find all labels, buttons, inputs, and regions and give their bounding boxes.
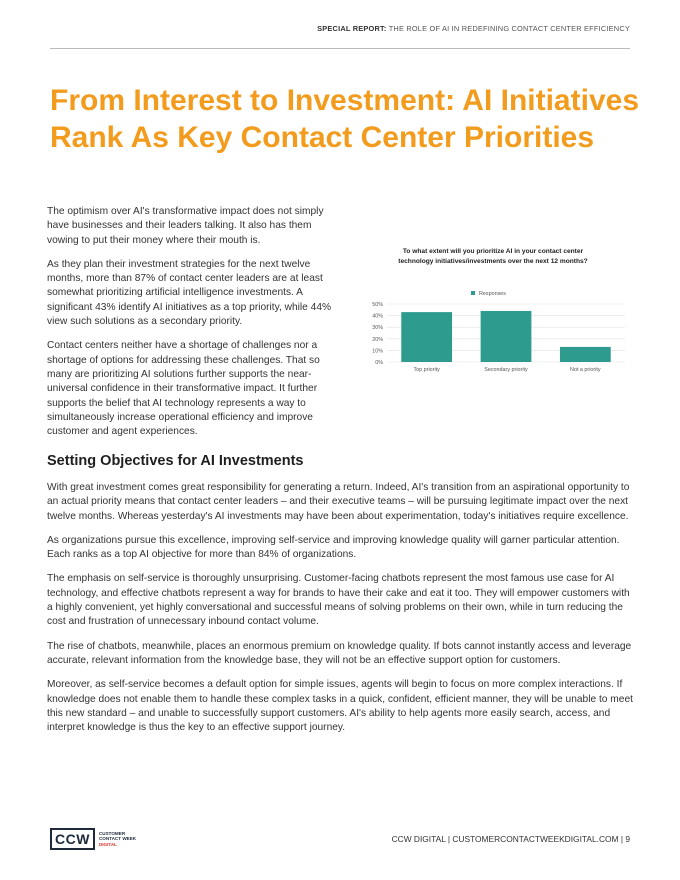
y-tick-label: 30% (372, 325, 383, 332)
body-text (47, 481, 633, 745)
y-tick-label: 20% (372, 336, 383, 343)
body-paragraph: As organizations pursue this excellence, improving self-service and improving knowledge quality will garner particular attention. Each ranks as a top AI objective for more than 84% of organizations. (47, 534, 620, 561)
chart-title: To what extent will you prioritize AI in your contact center technology initiatives/investments over the next 12 months? (398, 248, 588, 265)
intro-paragraph: The optimism over AI's transformative impact does not simply have businesses and their leaders talking. It also has them vowing to put their money where their mouth is. (47, 206, 324, 246)
body-paragraph: Moreover, as self-service becomes a default option for simple issues, agents will begin to focus on more complex interactions. If knowledge does not enable them to handle these complex tasks in a quick, confident, efficient manner, they will be unable to meet this new standard – and unable to successfully support customers. AI's ability to help agents more easily search, access, and interpret knowledge is thus the key to an effective support journey. (47, 679, 633, 734)
y-tick-label: 50% (372, 302, 383, 308)
intro-paragraph: As they plan their investment strategies for the next twelve months, more than 87% of contact center leaders are at least somewhat prioritizing artificial intelligence investments. A significant 43% identify AI initiatives as a top priority, while 44% view such solutions as a secondary priority. (47, 258, 332, 328)
body-paragraph: With great investment comes great responsibility for generating a return. Indeed, AI's transition from an aspirational opportunity to an actual priority means that contact center leaders – and their executive teams – will be pursuing legitimate impact over the next twelve months. Whereas yesterday's AI investments may have been about experimentation, today's initiatives require excellence. (47, 482, 630, 522)
legend-label: Responses (479, 291, 506, 297)
x-tick-label: Not a priority (570, 367, 601, 373)
body-paragraph: The rise of chatbots, meanwhile, places an enormous premium on knowledge quality. If bots cannot instantly access and leverage accurate, relevant information from the knowledge base, they will not be an effective support option for customers. (47, 640, 632, 666)
header-divider (50, 48, 630, 49)
x-tick-label: Top priority (413, 367, 440, 373)
ccw-logo (50, 828, 136, 850)
bar (401, 312, 452, 362)
header-text: THE ROLE OF AI IN REDEFINING CONTACT CENTER EFFICIENCY (388, 24, 630, 33)
logo-mark: CCW (50, 828, 95, 850)
chart-canvas (353, 222, 633, 382)
intro-paragraph: Contact centers neither have a shortage of challenges nor a shortage of options for addressing these challenges. That so many are prioritizing AI solutions further supports the near-universal confidence in their transformative impact. It further supports the belief that AI technology represents a way to simultaneously increase operational efficiency and improve customer and agent experiences. (47, 340, 320, 438)
logo-line: CONTACT WEEK (98, 836, 137, 842)
logo-line: DIGITAL (98, 841, 117, 847)
logo-wordmark (99, 831, 136, 847)
logo-line: CUSTOMER (98, 830, 126, 836)
y-tick-label: 10% (372, 348, 383, 355)
section-heading: Setting Objectives for AI Investments (47, 453, 304, 469)
intro-column (47, 205, 343, 449)
header-label: SPECIAL REPORT: (317, 24, 387, 33)
bar (560, 347, 611, 362)
y-tick-label: 40% (372, 313, 383, 320)
y-tick-label: 0% (375, 360, 383, 366)
body-paragraph: The emphasis on self-service is thoroughly unsurprising. Customer-facing chatbots represent the most famous use case for AI technology, and effective chatbots represent a way for brands to have their cake and eat it too. They will empower customers with a highly convenient, yet highly conversational and successful means of solving problems on their own, while in turn reducing the cost and frustration of unnecessary inbound contact volume. (47, 573, 630, 628)
page-title: From Interest to Investment: AI Initiatives Rank As Key Contact Center Priorities (50, 84, 639, 154)
footer-page-info: CCW DIGITAL | CUSTOMERCONTACTWEEKDIGITAL.COM | 9 (391, 834, 630, 844)
bar (481, 311, 532, 362)
priority-chart (353, 222, 633, 432)
running-header (317, 24, 630, 33)
legend-swatch (471, 291, 475, 295)
x-tick-label: Secondary priority (484, 367, 528, 373)
